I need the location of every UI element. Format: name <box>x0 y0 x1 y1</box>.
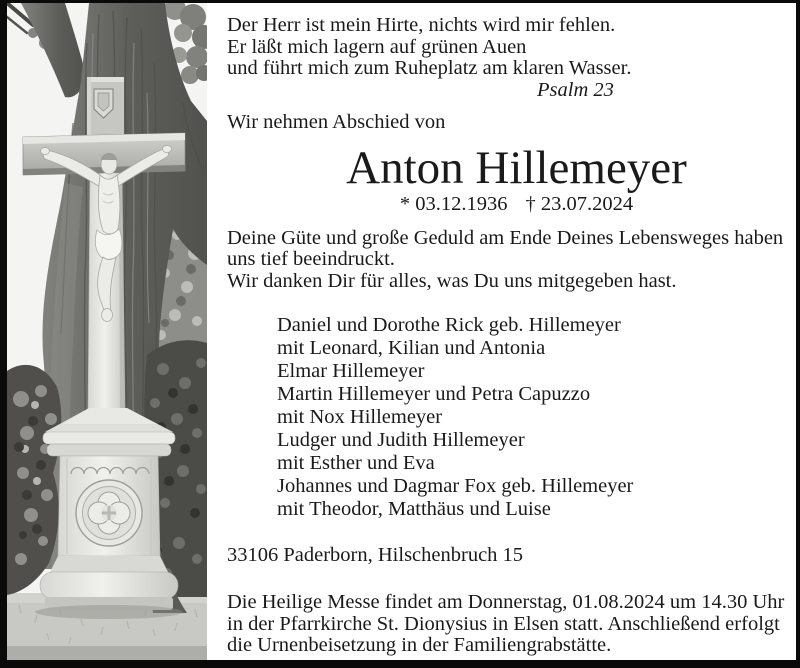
psalm-line: und führt mich zum Ruheplatz am klaren Wasser. <box>227 57 632 80</box>
tribute-line: uns tief beeindruckt. <box>227 248 395 271</box>
mourner-line: mit Theodor, Matthäus und Luise <box>277 498 551 521</box>
death-date: † 23.07.2024 <box>525 192 634 215</box>
deceased-name: Anton Hillemeyer <box>346 141 687 194</box>
psalm-quote <box>227 15 790 80</box>
mourners-list <box>277 314 790 521</box>
life-dates <box>243 194 790 216</box>
mourner-line: mit Leonard, Kilian und Antonia <box>277 337 546 360</box>
birth-date: * 03.12.1936 <box>399 192 508 215</box>
crucifix-photo <box>7 3 207 660</box>
mourner-line: Johannes und Dagmar Fox geb. Hillemeyer <box>277 475 634 498</box>
tribute-line: Wir danken Dir für alles, was Du uns mitgegeben hast. <box>227 269 677 292</box>
mourner-line: mit Esther und Eva <box>277 452 435 475</box>
mourner-line: Elmar Hillemeyer <box>277 360 425 383</box>
mourner-line: Daniel und Dorothe Rick geb. Hillemeyer <box>277 314 621 337</box>
service-info <box>227 592 790 657</box>
mourner-line: mit Nox Hillemeyer <box>277 406 443 429</box>
service-line: Die Heilige Messe findet am Donnerstag, 01.08.2024 um 14.30 Uhr <box>227 590 785 613</box>
farewell-text: Wir nehmen Abschied von <box>227 111 446 134</box>
mourner-line: Martin Hillemeyer und Petra Capuzzo <box>277 383 591 406</box>
psalm-line: Der Herr ist mein Hirte, nichts wird mir fehlen. <box>227 14 616 36</box>
service-line: die Urnenbeisetzung in der Familiengrabstätte. <box>227 634 612 657</box>
tribute-text <box>227 228 790 293</box>
service-line: in der Pfarrkirche St. Dionysius in Elsen statt. Anschließend erfolgt <box>227 612 780 635</box>
psalm-line: Er läßt mich lagern auf grünen Auen <box>227 35 527 58</box>
tribute-line: Deine Güte und große Geduld am Ende Deines Lebensweges haben <box>227 226 784 249</box>
mourner-line: Ludger und Judith Hillemeyer <box>277 429 525 452</box>
obituary-text <box>207 3 796 660</box>
obituary-inner <box>7 3 796 660</box>
address-text: 33106 Paderborn, Hilschenbruch 15 <box>227 544 524 567</box>
photo-column <box>7 3 207 660</box>
psalm-reference: Psalm 23 <box>537 78 614 101</box>
